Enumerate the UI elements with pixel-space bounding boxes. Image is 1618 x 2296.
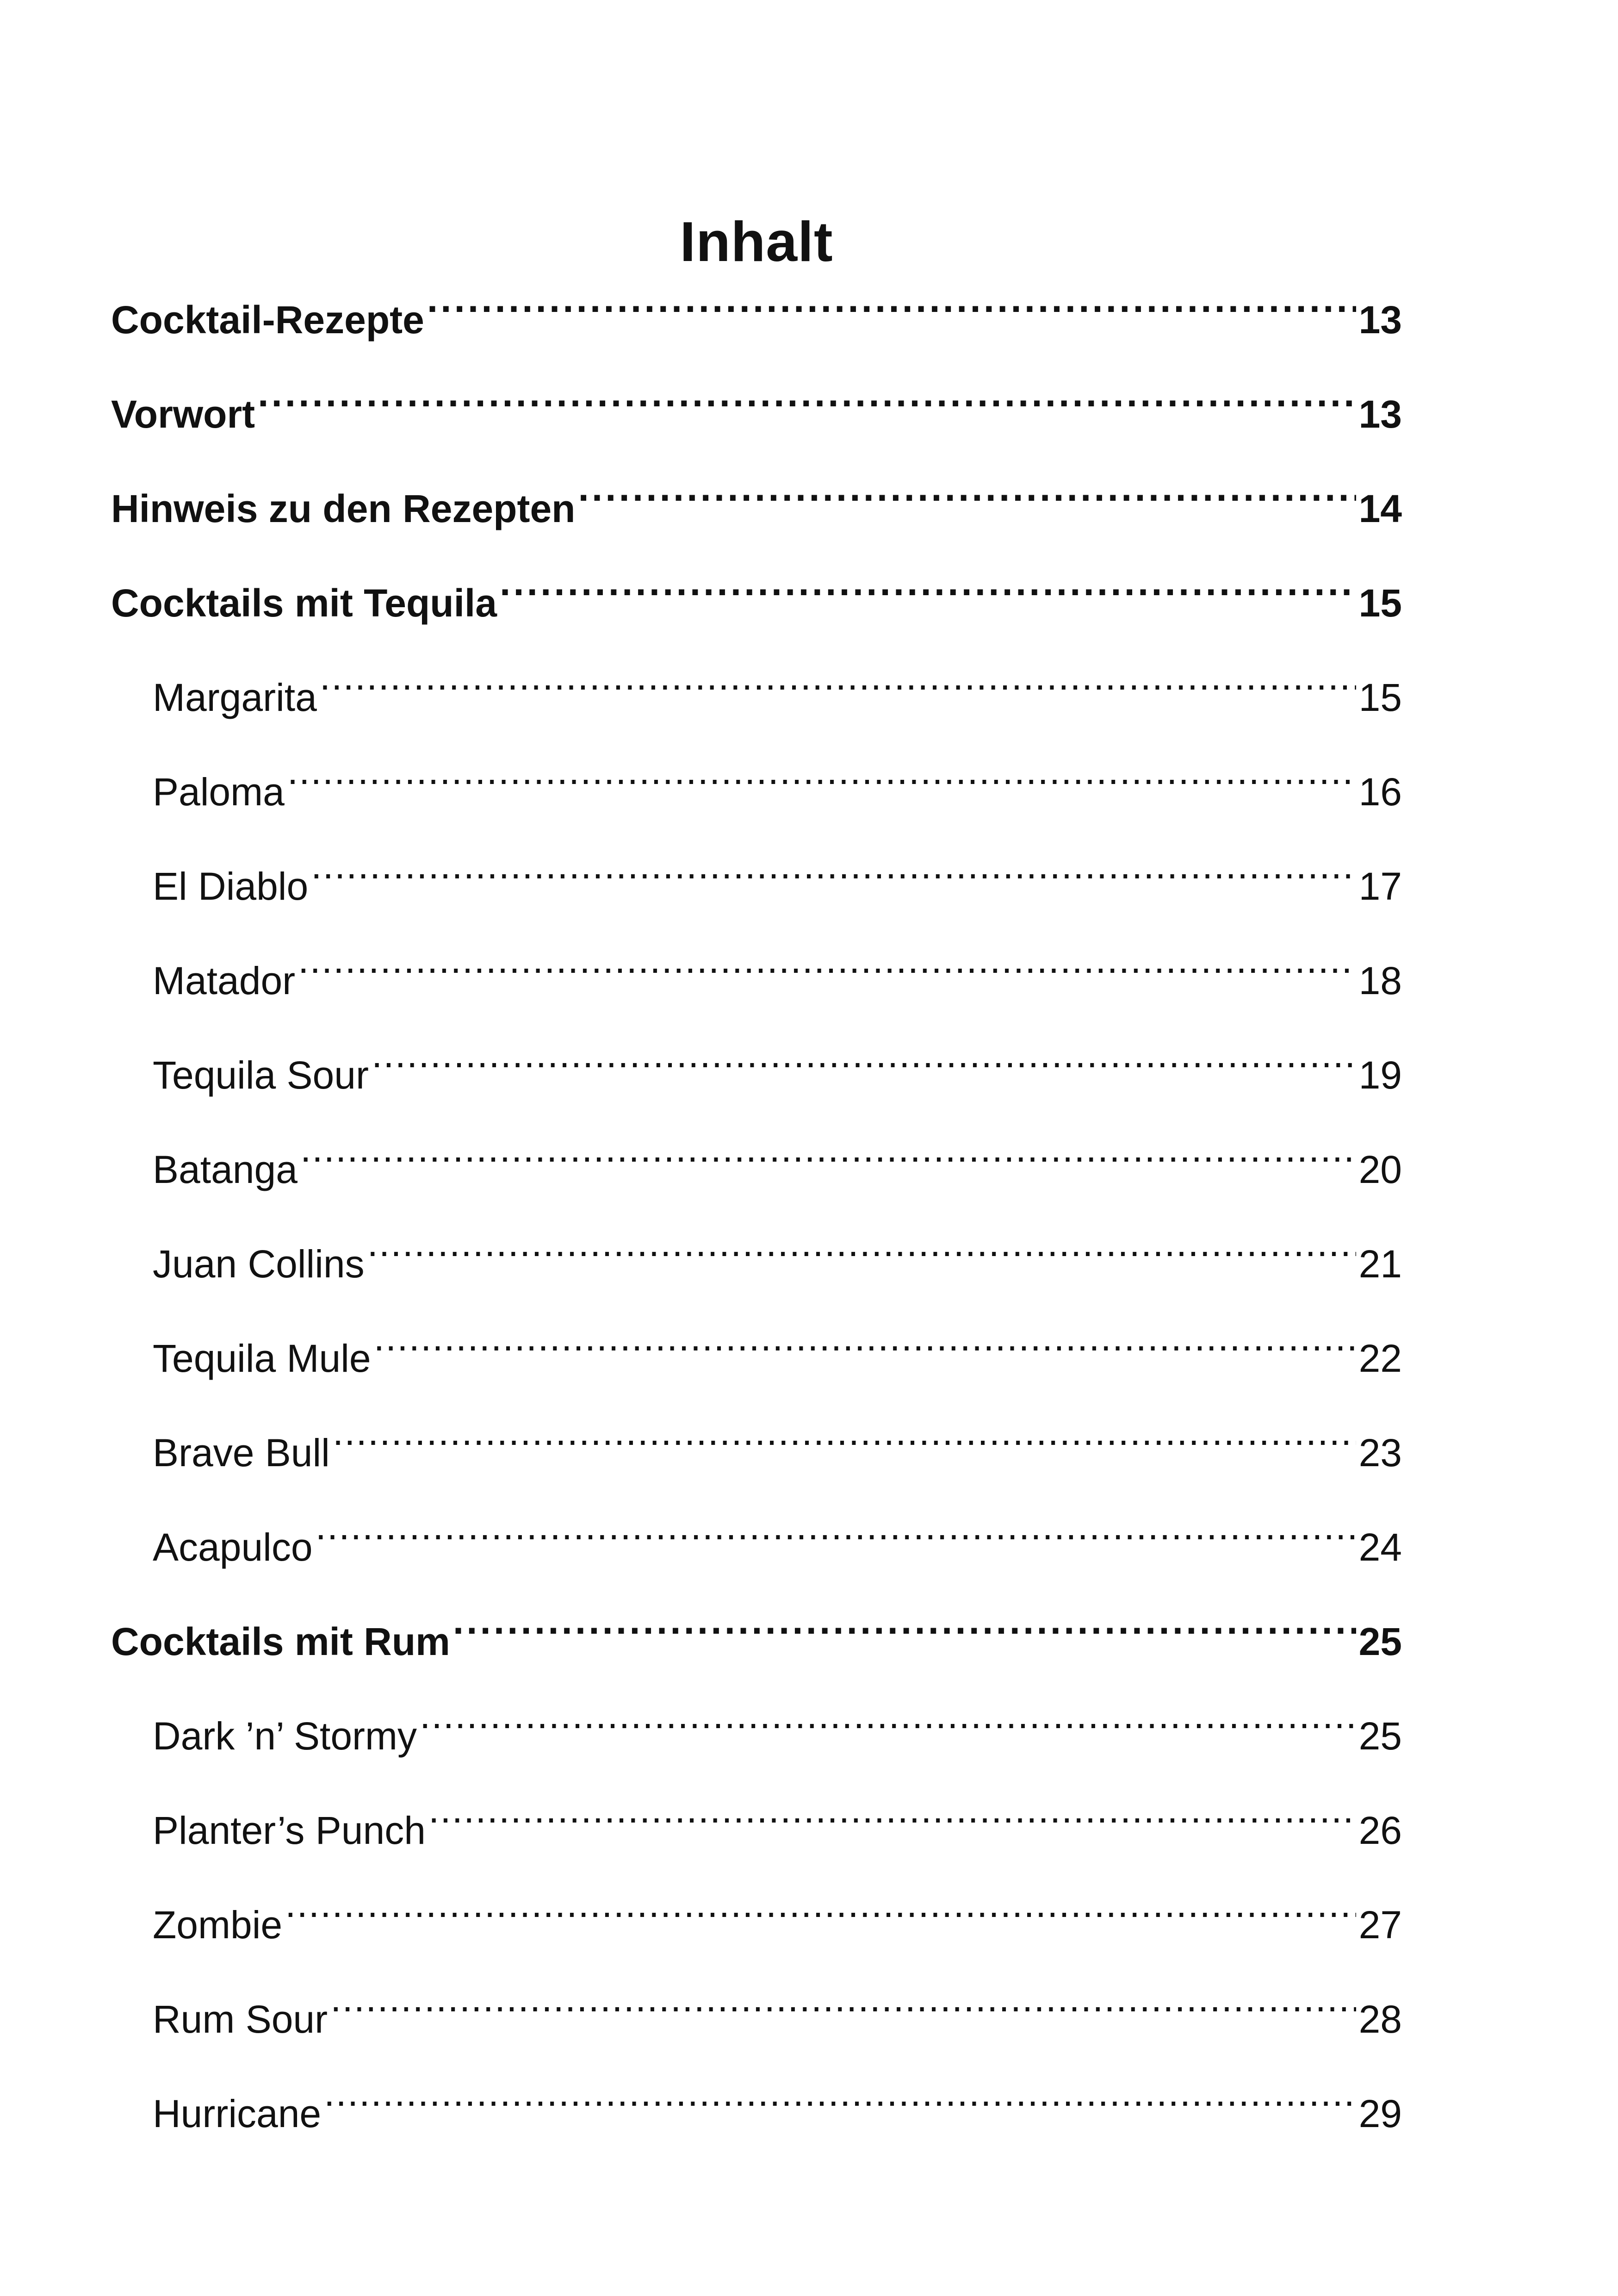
toc-entry-label: Hinweis zu den Rezepten [111, 487, 576, 530]
dot-leader [285, 1869, 1356, 1938]
dot-leader [287, 736, 1356, 805]
toc-entry-label: El Diablo [153, 865, 309, 908]
toc-entry-label: Matador [153, 959, 296, 1002]
dot-leader [316, 1491, 1356, 1561]
dot-leader [367, 1208, 1356, 1277]
dot-leader [333, 1397, 1356, 1466]
toc-entry-label: Cocktails mit Rum [111, 1620, 450, 1663]
toc-entry-rum-sour[interactable] [111, 1963, 1402, 2058]
toc-entry-label: Acapulco [153, 1525, 313, 1569]
toc-entry-zombie[interactable] [111, 1869, 1402, 1963]
toc-entry-juan-collins[interactable] [111, 1208, 1402, 1302]
toc-entry-label: Hurricane [153, 2092, 322, 2135]
toc-entry-page-number: 26 [1358, 1809, 1402, 1852]
toc-entry-matador[interactable] [111, 925, 1402, 1019]
toc-entry-paloma[interactable] [111, 736, 1402, 830]
page-title: Inhalt [680, 210, 833, 273]
toc-entry-label: Tequila Mule [153, 1337, 371, 1380]
dot-leader [420, 1680, 1356, 1749]
dot-leader [374, 1302, 1356, 1372]
toc-entry-page-number: 19 [1358, 1053, 1402, 1097]
dot-leader [500, 547, 1356, 616]
toc-entry-label: Brave Bull [153, 1431, 330, 1475]
dot-leader [311, 830, 1356, 900]
toc-entry-label: Planter’s Punch [153, 1809, 426, 1852]
toc-entry-batanga[interactable] [111, 1114, 1402, 1208]
toc-entry-page-number: 25 [1358, 1620, 1402, 1663]
toc-entry-planters-punch[interactable] [111, 1774, 1402, 1869]
dot-leader [453, 1586, 1356, 1655]
dot-leader [578, 453, 1356, 522]
toc-entry-label: Cocktails mit Tequila [111, 581, 497, 625]
dot-leader [428, 1774, 1356, 1844]
dot-leader [330, 1963, 1356, 2033]
toc-entry-label: Tequila Sour [153, 1053, 369, 1097]
toc-entry-cocktails-mit-tequila[interactable] [111, 547, 1402, 641]
toc-entry-page-number: 16 [1358, 770, 1402, 814]
toc-entry-label: Zombie [153, 1903, 283, 1947]
toc-entry-tequila-sour[interactable] [111, 1019, 1402, 1114]
dot-leader [324, 2058, 1356, 2127]
toc-entry-el-diablo[interactable] [111, 830, 1402, 925]
toc-entry-label: Margarita [153, 676, 317, 719]
toc-entry-page-number: 14 [1358, 487, 1402, 530]
toc-entry-vorwort[interactable] [111, 358, 1402, 453]
toc-entry-hinweis-zu-den-rezepten[interactable] [111, 453, 1402, 547]
toc-entry-page-number: 23 [1358, 1431, 1402, 1475]
toc-entry-label: Cocktail-Rezepte [111, 298, 424, 342]
toc-entry-page-number: 25 [1358, 1714, 1402, 1758]
toc-entry-margarita[interactable] [111, 641, 1402, 736]
toc-entry-label: Paloma [153, 770, 285, 814]
dot-leader [300, 1114, 1356, 1183]
toc-entry-dark-n-stormy[interactable] [111, 1680, 1402, 1774]
toc-entry-page-number: 17 [1358, 865, 1402, 908]
toc-entry-label: Batanga [153, 1148, 298, 1191]
toc-entry-hurricane[interactable] [111, 2058, 1402, 2152]
toc-entry-page-number: 13 [1358, 392, 1402, 436]
toc-entry-page-number: 27 [1358, 1903, 1402, 1947]
dot-leader [427, 264, 1356, 333]
toc-entry-acapulco[interactable] [111, 1491, 1402, 1586]
toc-entry-page-number: 15 [1358, 581, 1402, 625]
dot-leader [258, 358, 1356, 428]
toc-entry-page-number: 29 [1358, 2092, 1402, 2135]
toc-entry-page-number: 18 [1358, 959, 1402, 1002]
toc-entry-cocktail-rezepte[interactable] [111, 264, 1402, 358]
toc-entry-page-number: 28 [1358, 1997, 1402, 2041]
toc-entry-cocktails-mit-rum[interactable] [111, 1586, 1402, 1680]
toc-entry-page-number: 24 [1358, 1525, 1402, 1569]
toc-entry-label: Vorwort [111, 392, 255, 436]
dot-leader [298, 925, 1356, 994]
toc-entry-brave-bull[interactable] [111, 1397, 1402, 1491]
toc-entry-label: Juan Collins [153, 1242, 365, 1286]
toc-entry-page-number: 13 [1358, 298, 1402, 342]
toc-entry-label: Rum Sour [153, 1997, 328, 2041]
table-of-contents [111, 264, 1402, 2152]
toc-entry-page-number: 20 [1358, 1148, 1402, 1191]
toc-entry-label: Dark ’n’ Stormy [153, 1714, 417, 1758]
toc-entry-page-number: 15 [1358, 676, 1402, 719]
dot-leader [372, 1019, 1356, 1089]
toc-entry-page-number: 22 [1358, 1337, 1402, 1380]
dot-leader [320, 641, 1356, 711]
toc-entry-tequila-mule[interactable] [111, 1302, 1402, 1397]
toc-entry-page-number: 21 [1358, 1242, 1402, 1286]
